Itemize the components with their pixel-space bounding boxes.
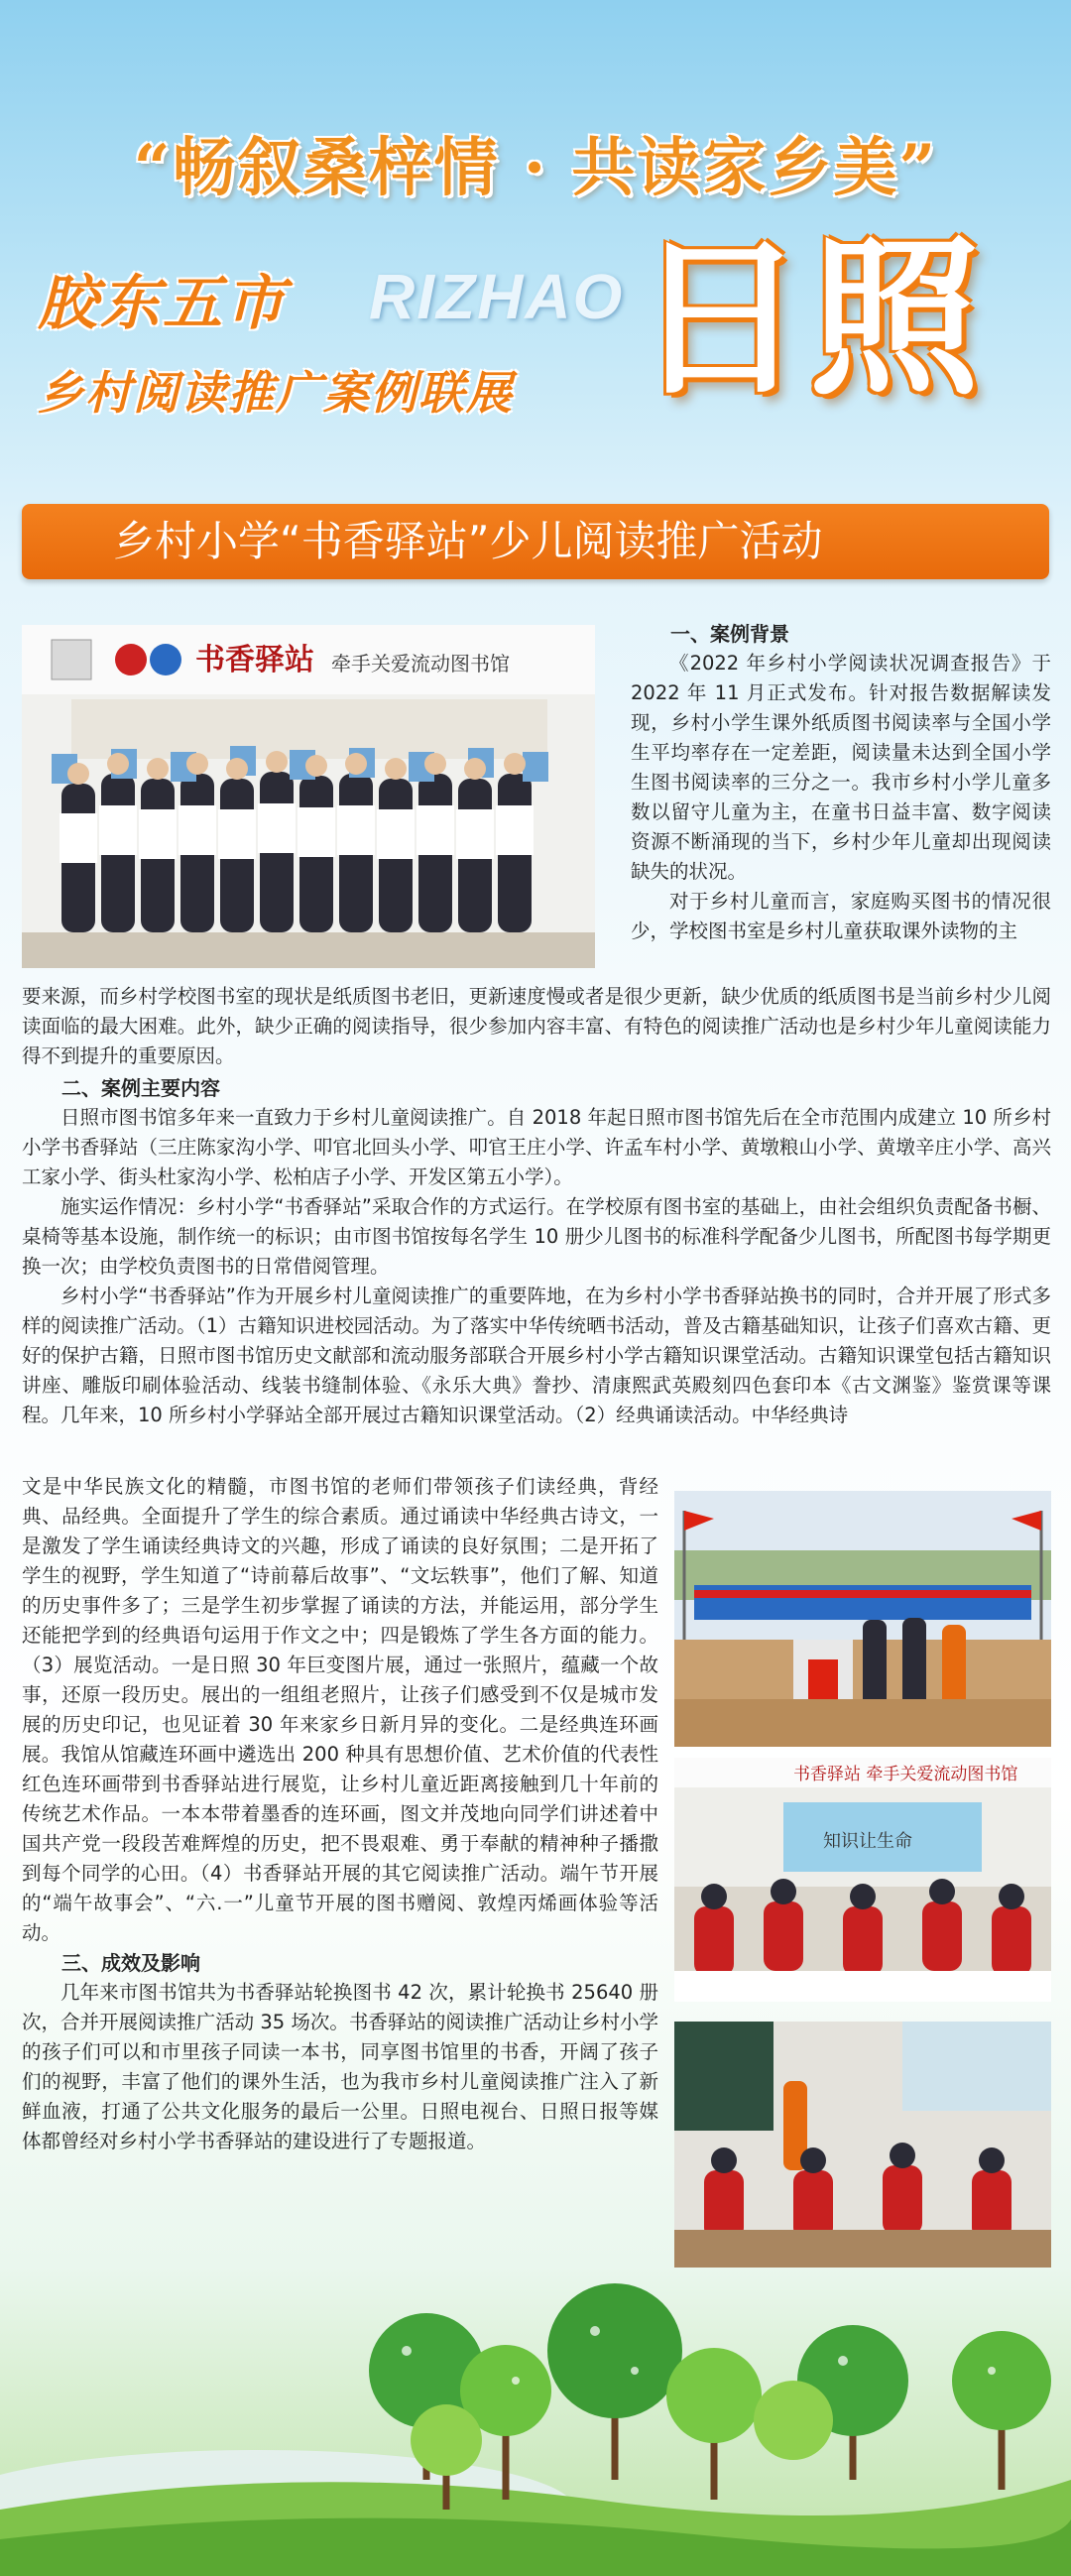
section-title: 一、案例背景 xyxy=(670,622,789,646)
city-name: 日照 xyxy=(635,219,984,419)
section-main-content xyxy=(22,1073,1051,1430)
section-title: 二、案例主要内容 xyxy=(61,1076,220,1100)
classroom-reading-photo xyxy=(674,1758,1051,2002)
tree-lawn-decoration xyxy=(0,2182,1071,2576)
section-background-column xyxy=(631,619,1051,946)
city-latin-name: RIZHAO xyxy=(369,261,625,332)
unveiling-ceremony-photo xyxy=(674,1491,1051,1747)
series-title: 胶东五市 xyxy=(38,269,288,338)
paragraph: 施实运作情况：乡村小学“书香驿站”采取合作的方式运行。在学校原有图书室的基础上，由社会组织负责配备书橱、桌椅等基本设施，制作统一的标识；由市图书馆按每名学生 10 册少儿图书的标准科学配备少儿图书，所配图书每学期更换一次；由学校负责图书的日常借阅管理。 xyxy=(22,1195,1051,1278)
section-background-continued xyxy=(22,982,1051,1071)
station-sign-text: 书香驿站 xyxy=(195,643,314,677)
students-group-photo xyxy=(22,625,595,968)
paragraph: 几年来市图书馆共为书香驿站轮换图书 42 次，累计轮换书 25640 册次，合并开展阅读推广活动 35 场次。书香驿站的阅读推广活动让乡村小学的孩子们可以和市里孩子同读一本书，同享图书馆里的书香，开阔了孩子们的视野，丰富了他们的课外生活，也为我市乡村儿童阅读推广注入了新鲜血液，打通了公共文化服务的最后一公里。日照电视台、日照日报等媒体都曾经对乡村小学书香驿站的建设进行了专题报道。 xyxy=(22,1981,658,2152)
case-title-banner: 乡村小学“书香驿站”少儿阅读推广活动 xyxy=(22,504,1049,579)
paragraph: 对于乡村儿童而言，家庭购买图书的情况很少，学校图书室是乡村儿童获取课外读物的主 xyxy=(631,890,1051,942)
paragraph: 日照市图书馆多年来一直致力于乡村儿童阅读推广。自 2018 年起日照市图书馆先后在全市范围内成建立 10 所乡村小学书香驿站（三庄陈家沟小学、叩官北回头小学、叩官王庄小学、许孟车村小学、黄墩粮山小学、黄墩辛庄小学、高兴工家小学、街头杜家沟小学、松柏店子小学、开发区第五小学）。 xyxy=(22,1106,1051,1188)
paragraph: 乡村小学“书香驿站”作为开展乡村儿童阅读推广的重要阵地，在为乡村小学书香驿站换书的同时，合并开展了形式多样的阅读推广活动。（1）古籍知识进校园活动。为了落实中华传统晒书活动，普及古籍基础知识，让孩子们喜欢古籍、更好的保护古籍，日照市图书馆历史文献部和流动服务部联合开展乡村小学古籍知识课堂活动。古籍知识课堂包括古籍知识讲座、雕版印刷体验活动、线装书缝制体验、《永乐大典》誊抄、清康熙武英殿刻四色套印本《古文渊鉴》鉴赏课等课程。几年来，10 所乡村小学驿站全部开展过古籍知识课堂活动。（2）经典诵读活动。中华经典诗 xyxy=(22,1285,1051,1426)
paragraph: 文是中华民族文化的精髓，市图书馆的老师们带领孩子们读经典，背经典、品经典。全面提升了学生的综合素质。通过诵读中华经典古诗文，一是激发了学生诵读经典诗文的兴趣，形成了诵读的良好氛围；二是开拓了学生的视野，学生知道了“诗前幕后故事”、“文坛轶事”，他们了解、知道的历史事件多了；三是学生初步掌握了诵读的方法，并能运用，部分学生还能把学到的经典语句运用于作文之中；四是锻炼了学生各方面的能力。（3）展览活动。一是日照 30 年巨变图片展，通过一张照片，蕴藏一个故事，还原一段历史。展出的一组组老照片，让孩子们感受到不仅是城市发展的历史印记，也见证着 30 年来家乡日新月异的变化。二是经典连环画展。我馆从馆藏连环画中遴选出 200 种具有思想价值、艺术价值的代表性红色连环画带到书香驿站进行展览，让乡村儿童近距离接触到几十年前的传统艺术作品。一本本带着墨香的连环画，图文并茂地向同学们讲述着中国共产党一段段苦难辉煌的历史，把不畏艰难、勇于奉献的精神种子播撒到每个同学的心田。（4）书香驿站开展的其它阅读推广活动。端午节开展的“端午故事会”、“六.一”儿童节开展的图书赠阅、敦煌丙烯画体验等活动。 xyxy=(22,1475,658,1944)
library-sign-text: 牵手关爱流动图书馆 xyxy=(331,652,510,675)
section-title: 三、成效及影响 xyxy=(61,1951,200,1975)
paragraph: 《2022 年乡村小学阅读状况调查报告》于 2022 年 11 月正式发布。针对报告数据解读发现，乡村小学生课外纸质图书阅读率与全国小学生平均率存在一定差距，阅读量未达到全国小学生图书阅读率的三分之一。我市乡村小学儿童多数以留守儿童为主，在童书日益丰富、数字阅读资源不断涌现的当下，乡村少年儿童却出现阅读缺失的状况。 xyxy=(631,652,1051,883)
exhibition-subtitle: 乡村阅读推广案例联展 xyxy=(38,366,514,420)
campaign-slogan: “畅叙桑梓情 · 共读家乡美” xyxy=(133,131,938,205)
paragraph: 要来源，而乡村学校图书室的现状是纸质图书老旧，更新速度慢或者是很少更新，缺少优质的纸质图书是当前乡村少儿阅读面临的最大困难。此外，缺少正确的阅读指导，很少参加内容丰富、有特色的阅读推广活动也是乡村少年儿童阅读能力得不到提升的重要原因。 xyxy=(22,985,1051,1067)
classroom-sign-text: 书香驿站 牵手关爱流动图书馆 xyxy=(793,1765,1018,1784)
classroom-board-text: 知识让生命 xyxy=(823,1831,912,1852)
section-left-column xyxy=(22,1472,658,2156)
